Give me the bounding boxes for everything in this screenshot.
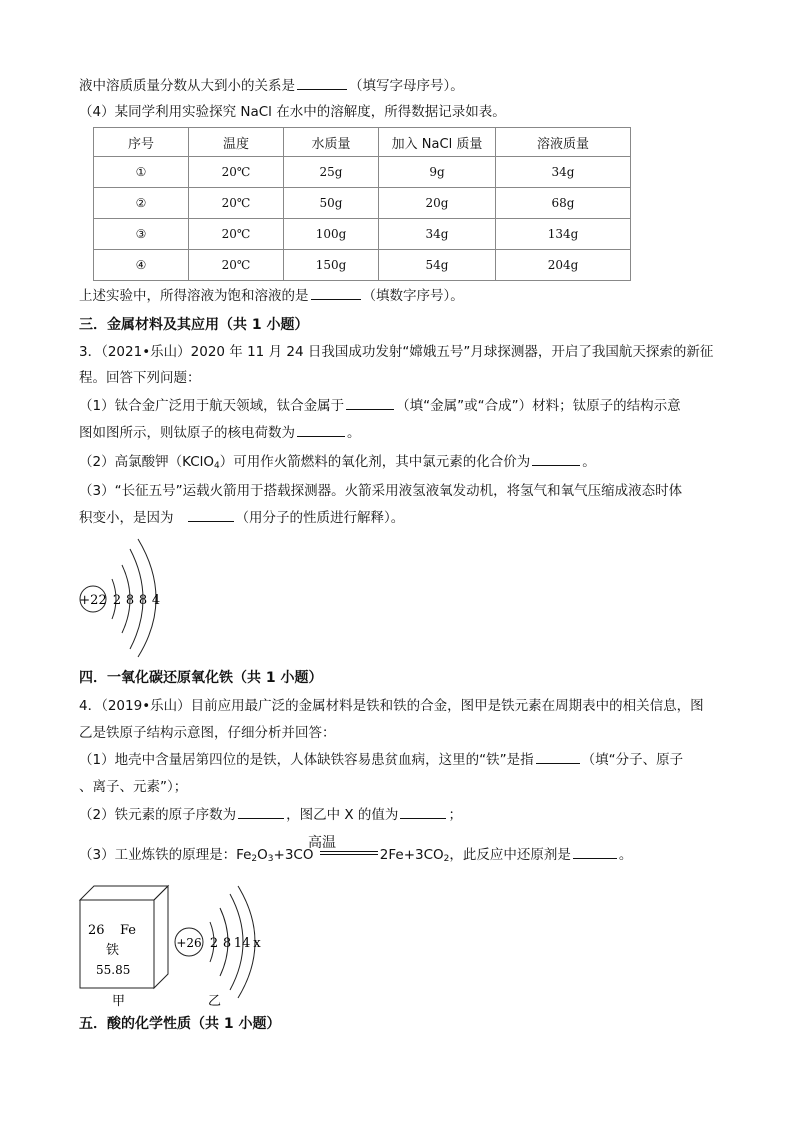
q2-line-1	[79, 77, 464, 95]
table-header: 温度	[189, 128, 284, 157]
table-row	[94, 188, 631, 219]
q4-p3-b: ，此反应中还原剂是	[449, 847, 571, 863]
figure-label-jia: 甲	[112, 994, 126, 1008]
nucleus-charge: +26	[176, 936, 202, 950]
q4-part1	[79, 751, 683, 769]
q4-p3-a: （3）工业炼铁的原理是：Fe	[79, 847, 252, 863]
question-text: 乙是铁原子结构示意图，仔细分析并回答：	[79, 725, 336, 741]
q3-p2-a: （2）高氯酸钾（KClO	[79, 454, 215, 470]
q3-part3-cont	[79, 509, 404, 527]
q4-part1-cont: 、离子、元素”）；	[79, 779, 188, 795]
solubility-table	[93, 127, 631, 281]
answer-blank[interactable]	[400, 806, 446, 819]
table-cell: 34g	[496, 157, 631, 188]
subscript: 2	[251, 854, 258, 864]
q3-part1	[79, 397, 681, 415]
q3-part2	[79, 453, 596, 475]
subscript: 2	[443, 854, 450, 864]
table-cell: ③	[94, 219, 189, 250]
section-heading: 三．金属材料及其应用（共 1 小题）	[79, 317, 309, 333]
answer-blank[interactable]	[536, 751, 580, 764]
answer-blank[interactable]	[346, 397, 394, 410]
question-text: 3．（2021•乐山）2020 年 11 月 24 日我国成功发射“嫦娥五号”月球探测器，开启了我国航天探索的新征	[79, 344, 714, 360]
titanium-atom-diagram	[76, 535, 176, 659]
answer-blank[interactable]	[573, 846, 617, 859]
q3-p2-c: 。	[582, 454, 596, 470]
table-cell: 100g	[284, 219, 379, 250]
table-cell: ①	[94, 157, 189, 188]
atomic-mass: 55.85	[96, 963, 131, 977]
table-cell: 54g	[379, 250, 496, 281]
q4-p3-c: 。	[618, 847, 633, 863]
table-header: 水质量	[284, 128, 379, 157]
shell-electrons: 14	[233, 936, 251, 951]
question-text: 4．（2019•乐山）目前应用最广泛的金属材料是铁和铁的合金，图甲是铁元素在周期表中的相关信息，图	[79, 698, 704, 714]
q2-line1-text: 液中溶质质量分数从大到小的关系是	[79, 78, 295, 94]
q4-part2	[79, 806, 462, 824]
formula-part: 2Fe+3CO	[379, 847, 444, 863]
shell-electrons: 8	[222, 936, 232, 951]
q4-p1-b: （填“分子、原子	[581, 752, 684, 768]
q4-p2-b: ，图乙中 X 的值为	[286, 807, 399, 823]
reaction-condition: 高温	[308, 835, 336, 851]
shell-electrons: 8	[138, 593, 148, 608]
element-symbol: Fe	[120, 923, 137, 938]
q2-line-3	[79, 287, 464, 305]
table-cell: 20℃	[189, 250, 284, 281]
iron-element-card	[78, 884, 178, 1008]
q3-part3: （3）“长征五号”运载火箭用于搭载探测器。火箭采用液氢液氧发动机，将氢气和氧气压缩成液态时体	[79, 483, 683, 499]
table-cell: ②	[94, 188, 189, 219]
nucleus-charge: +22	[79, 593, 107, 608]
table-header: 加入 NaCl 质量	[379, 128, 496, 157]
table-cell: 34g	[379, 219, 496, 250]
q3-p2-b: ）可用作火箭燃料的氧化剂，其中氯元素的化合价为	[219, 454, 531, 470]
equals-sign	[320, 851, 378, 855]
table-cell: 134g	[496, 219, 631, 250]
table-cell: 9g	[379, 157, 496, 188]
q2-line1-suffix: （填写字母序号）。	[349, 78, 464, 94]
q2-line3-text: 上述实验中，所得溶液为饱和溶液的是	[79, 288, 309, 304]
iron-atom-diagram	[172, 884, 274, 1008]
shell-electrons: 4	[151, 593, 161, 608]
answer-blank[interactable]	[532, 453, 580, 466]
shell-electrons: 8	[125, 593, 135, 608]
formula-part: +3CO	[273, 847, 314, 863]
table-row	[94, 219, 631, 250]
q3-p3-b: 积变小，是因为	[79, 510, 174, 526]
q4-part3	[79, 846, 632, 868]
q2-part4: （4）某同学利用实验探究 NaCl 在水中的溶解度，所得数据记录如表。	[79, 104, 506, 120]
table-cell: 150g	[284, 250, 379, 281]
cube-top	[80, 886, 168, 900]
table-cell: 20g	[379, 188, 496, 219]
shell-electrons: 2	[112, 593, 122, 608]
answer-blank[interactable]	[297, 77, 347, 90]
q3-p1-c: 图如图所示，则钛原子的核电荷数为	[79, 425, 295, 441]
q2-line3-suffix: （填数字序号）。	[362, 288, 464, 304]
q4-p2-a: （2）铁元素的原子序数为	[79, 807, 237, 823]
table-cell: 204g	[496, 250, 631, 281]
subscript: 3	[267, 854, 274, 864]
table-cell: 25g	[284, 157, 379, 188]
answer-blank[interactable]	[188, 509, 234, 522]
table-header-row	[94, 128, 631, 157]
table-cell: ④	[94, 250, 189, 281]
cube-side	[154, 886, 168, 988]
q3-p1-d: 。	[347, 425, 361, 441]
element-name: 铁	[106, 943, 120, 958]
q3-part1-cont	[79, 424, 361, 442]
q4-p2-c: ；	[448, 807, 462, 823]
table-header: 序号	[94, 128, 189, 157]
shell-electrons: 2	[209, 936, 219, 951]
table-row	[94, 250, 631, 281]
question-text: 程。回答下列问题：	[79, 370, 201, 386]
q3-p1-a: （1）钛合金广泛用于航天领域，钛合金属于	[79, 398, 345, 414]
table-cell: 68g	[496, 188, 631, 219]
formula-part: O	[257, 847, 268, 863]
table-cell: 20℃	[189, 188, 284, 219]
q3-p1-b: （填“金属”或“合成”）材料；钛原子的结构示意	[396, 398, 681, 414]
q3-p3-c: （用分子的性质进行解释）。	[235, 510, 405, 526]
q3-p2-sub: 4	[214, 461, 220, 471]
shell-electrons: x	[253, 936, 261, 951]
atomic-number: 26	[88, 923, 105, 938]
table-cell: 50g	[284, 188, 379, 219]
section-heading: 四．一氧化碳还原氧化铁（共 1 小题）	[79, 670, 323, 686]
table-cell: 20℃	[189, 219, 284, 250]
answer-blank[interactable]	[311, 287, 361, 300]
answer-blank[interactable]	[238, 806, 284, 819]
answer-blank[interactable]	[297, 424, 345, 437]
q4-p1-a: （1）地壳中含量居第四位的是铁，人体缺铁容易患贫血病，这里的“铁”是指	[79, 752, 534, 768]
figure-label-yi: 乙	[208, 994, 222, 1008]
section-heading: 五．酸的化学性质（共 1 小题）	[79, 1016, 281, 1032]
table-cell: 20℃	[189, 157, 284, 188]
table-header: 溶液质量	[496, 128, 631, 157]
table-row	[94, 157, 631, 188]
